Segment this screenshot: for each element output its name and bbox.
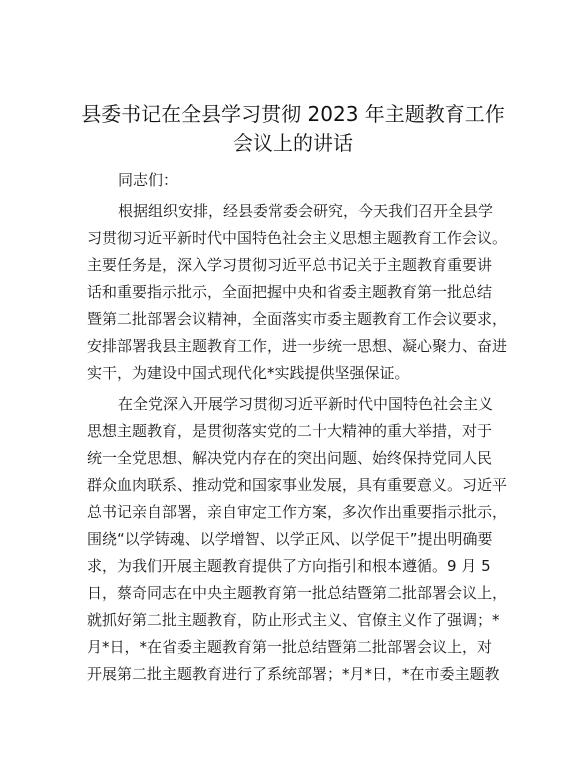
body-line-16: 就抓好第二批主题教育，防止形式主义、官僚主义作了强调；* — [87, 611, 500, 629]
body-line-14: 求，为我们开展主题教育提供了方向指引和根本遵循。9 月 5 — [87, 557, 491, 575]
title-line-2: 会议上的讲话 — [233, 131, 353, 155]
body-line-3: 主要任务是，深入学习贯彻习近平总书记关于主题教育重要讲 — [87, 256, 493, 274]
body-line-13: 围绕“以学铸魂、以学增智、以学正风、以学促干”提出明确要 — [87, 530, 493, 548]
body-line-2: 习贯彻习近平新时代中国特色社会主义思想主题教育工作会议。 — [87, 229, 508, 247]
body-line-6: 安排部署我县主题教育工作，进一步统一思想、凝心聚力、奋进 — [87, 337, 508, 355]
body-line-17: 月*日，*在省委主题教育第一批总结暨第二批部署会议上，对 — [87, 638, 493, 656]
body-line-7: 实干，为建设中国式现代化*实践提供坚强保证。 — [87, 364, 410, 382]
title-line-1: 县委书记在全县学习贯彻 2023 年主题教育工作 — [81, 102, 505, 126]
body-line-15: 日，蔡奇同志在中央主题教育第一批总结暨第二批部署会议上， — [87, 584, 508, 602]
body-line-5: 暨第二批部署会议精神，全面落实市委主题教育工作会议要求， — [87, 310, 508, 328]
body-line-9: 思想主题教育，是贯彻落实党的二十大精神的重大举措，对于 — [87, 422, 493, 440]
body-line-10: 统一全党思想、解决党内存在的突出问题、始终保持党同人民 — [87, 449, 493, 467]
body-line-4: 话和重要指示批示，全面把握中央和省委主题教育第一批总结 — [87, 283, 493, 301]
body-line-8: 在全党深入开展学习贯彻习近平新时代中国特色社会主义 — [118, 395, 494, 413]
body-line-18: 开展第二批主题教育进行了系统部署；*月*日，*在市委主题教 — [87, 665, 500, 683]
body-line-1: 根据组织安排，经县委常委会研究，今天我们召开全县学 — [118, 202, 494, 220]
body-line-12: 总书记亲自部署，亲自审定工作方案，多次作出重要指示批示， — [87, 503, 508, 521]
salutation: 同志们： — [118, 171, 179, 189]
document-title — [60, 100, 526, 158]
body-line-11: 群众血肉联系、推动党和国家事业发展，具有重要意义。习近平 — [87, 476, 508, 494]
